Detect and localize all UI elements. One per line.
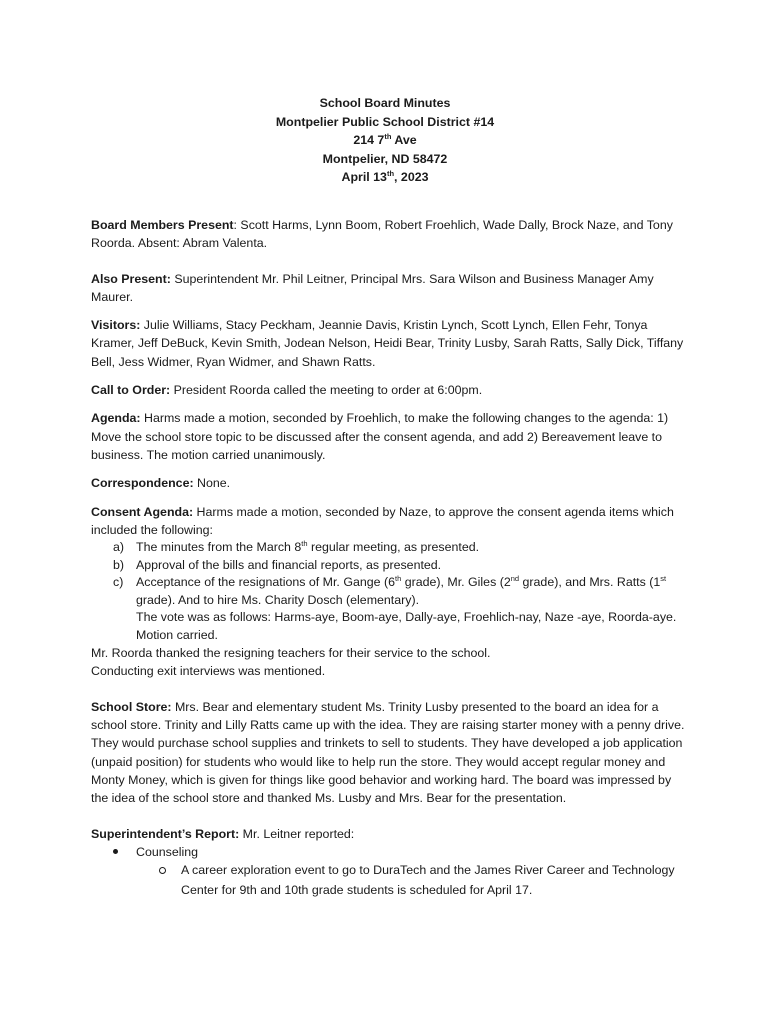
visitors-section: [91, 316, 685, 371]
school-store-section: [91, 698, 685, 808]
item-a-text: The minutes from the March 8: [136, 540, 302, 555]
district-name: Montpelier Public School District #14: [275, 114, 495, 129]
bullet-item-counseling: [91, 843, 685, 861]
date-year: , 2023: [394, 170, 429, 184]
district-address: [0, 131, 770, 150]
item-b-text: Approval of the bills and financial reports, as presented.: [136, 557, 442, 572]
sub-bullet-item: [91, 861, 685, 900]
consent-item-a: [91, 539, 685, 557]
consent-agenda-section: [91, 503, 685, 681]
item-c-text-2: grade), Mr. Giles (2: [401, 575, 511, 590]
call-to-order-label: Call to Order:: [91, 383, 171, 398]
school-store-label: School Store:: [91, 699, 172, 714]
minutes-body: [91, 216, 685, 900]
consent-item-c: [91, 574, 685, 644]
document-header: [0, 94, 770, 187]
board-members-section: [91, 216, 685, 253]
item-c-suffix-3: st: [660, 574, 667, 584]
item-marker-b: b): [113, 557, 125, 572]
district-city: Montpelier, ND 58472: [322, 151, 448, 166]
agenda-section: [91, 409, 685, 464]
item-c-text-end: grade). And to hire Ms. Charity Dosch (elementary).: [136, 592, 420, 607]
also-present-text: Superintendent Mr. Phil Leitner, Principal Mrs. Sara Wilson and Business Manager Amy Maurer.: [91, 271, 654, 304]
sub-bullet-text: A career exploration event to go to DuraTech and the James River Career and Technology Center for 9th and 10th grade students is scheduled for April 17.: [181, 863, 675, 897]
hollow-bullet-icon: [159, 867, 166, 874]
item-a-text-end: regular meeting, as presented.: [307, 540, 480, 555]
consent-agenda-label: Consent Agenda:: [91, 504, 194, 519]
address-number: 214 7: [353, 133, 385, 147]
consent-item-b: [91, 557, 685, 575]
consent-agenda-text: Harms made a motion, seconded by Naze, to approve the consent agenda items which included the following:: [91, 504, 674, 537]
visitors-text: Julie Williams, Stacy Peckham, Jeannie Davis, Kristin Lynch, Scott Lynch, Ellen Fehr, Tonya Kramer, Jeff DeBuck, Kevin Smith, Jodean Nelson, Heidi Bear, Trinity Lusby, Sarah Ratts, Sally Dick, Tiffany Bell, Jess Widmer, Ryan Widmer, and Shawn Ratts.: [91, 318, 684, 369]
doc-title: School Board Minutes: [319, 96, 451, 110]
agenda-text: Harms made a motion, seconded by Froehlich, to make the following changes to the agenda: 1) Move the school store topic to be discussed after the consent agenda, and add 2) Bereavement leave to business. The motion carried unanimously.: [91, 411, 669, 462]
call-to-order-text: President Roorda called the meeting to order at 6:00pm.: [170, 383, 483, 398]
agenda-label: Agenda:: [91, 411, 141, 426]
board-members-label: Board Members Present: [91, 218, 234, 232]
meeting-date: [0, 168, 770, 187]
also-present-section: [91, 270, 685, 307]
superintendent-report-section: [91, 825, 685, 901]
bullet-icon: [113, 849, 118, 854]
address-suffix: th: [384, 132, 392, 141]
also-present-label: Also Present:: [91, 271, 171, 286]
item-c-suffix-2: nd: [510, 574, 520, 584]
thanks-note: Mr. Roorda thanked the resigning teachers for their service to the school.: [91, 646, 491, 661]
superintendent-report-label: Superintendent’s Report:: [91, 826, 240, 841]
visitors-label: Visitors:: [91, 318, 141, 333]
item-c-text: Acceptance of the resignations of Mr. Gange (6: [136, 575, 395, 590]
vote-record: The vote was as follows: Harms-aye, Boom-aye, Dally-aye, Froehlich-nay, Naze -aye, Roorda-aye. Motion carried.: [136, 610, 677, 642]
item-c-text-3: grade), and Mrs. Ratts (1: [519, 575, 661, 590]
item-a-suffix: th: [301, 539, 308, 549]
item-marker-c: c): [113, 575, 124, 590]
item-marker-a: a): [113, 540, 125, 555]
call-to-order-section: [91, 381, 685, 399]
superintendent-report-text: Mr. Leitner reported:: [239, 826, 355, 841]
bullet-counseling-text: Counseling: [136, 844, 198, 859]
consent-agenda-intro: [91, 503, 685, 540]
exit-interviews-note: Conducting exit interviews was mentioned.: [91, 664, 326, 679]
correspondence-section: [91, 474, 685, 492]
consent-items-list: [91, 539, 685, 644]
correspondence-text: None.: [193, 476, 231, 491]
item-c-suffix-1: th: [394, 574, 402, 584]
superintendent-report-intro: [91, 825, 685, 843]
date-suffix: th: [386, 169, 395, 178]
correspondence-label: Correspondence:: [91, 476, 194, 491]
board-members-text: : Scott Harms, Lynn Boom, Robert Froehlich, Wade Dally, Brock Naze, and Tony Roorda. Absent: Abram Valenta.: [91, 218, 673, 251]
date-day: April 13: [341, 170, 387, 184]
address-street: Ave: [391, 133, 417, 147]
school-store-text: Mrs. Bear and elementary student Ms. Trinity Lusby presented to the board an idea for a school store. Trinity and Lilly Ratts came up with the idea. They are raising starter money with a penny drive. They would purchase school supplies and trinkets to sell to students. They have developed a job application (unpaid position) for students who would like to help run the store. They would accept regular money and Monty Money, which is given for things like good behavior and working hard. The board was impressed by the idea of the school store and thanked Ms. Lusby and Mrs. Bear for the presentation.: [91, 699, 685, 806]
